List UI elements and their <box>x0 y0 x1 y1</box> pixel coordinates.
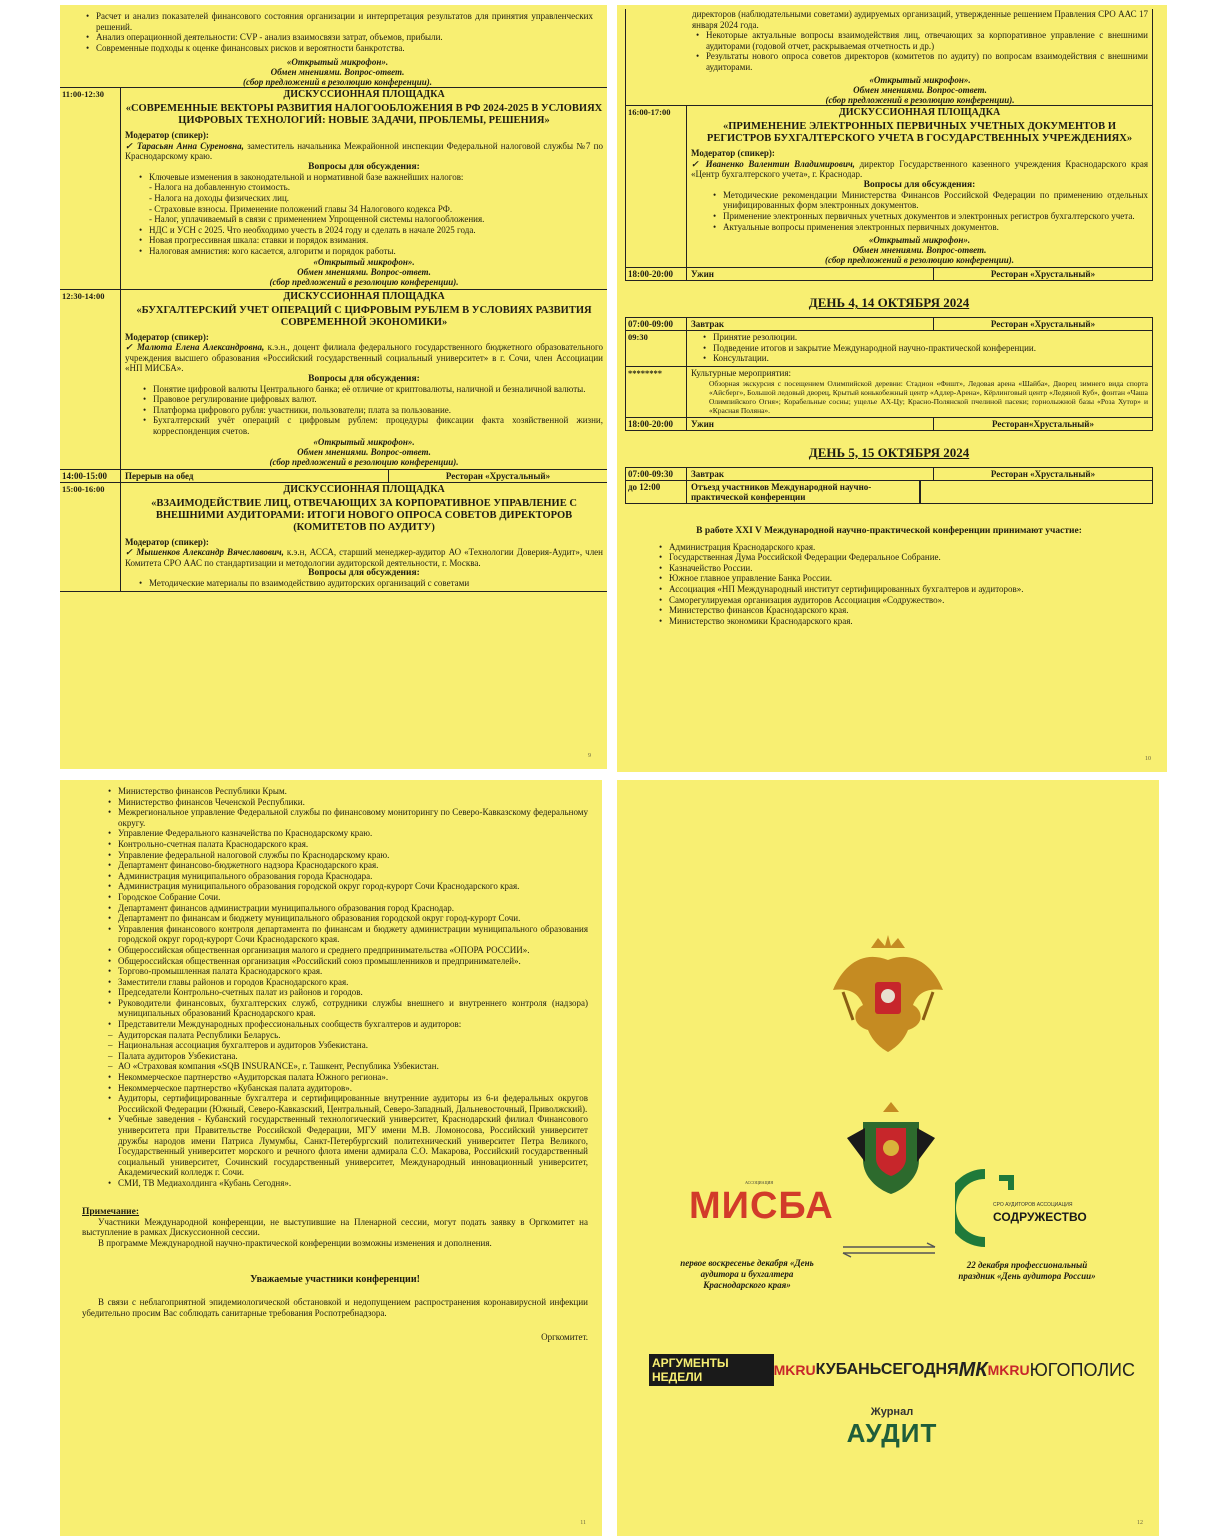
breakfast-place: Ресторан «Хрустальный» <box>990 468 1096 479</box>
list-item: • Министерство финансов Краснодарского края. <box>669 605 1153 616</box>
program-page-9 <box>60 5 607 769</box>
dinner-time: 18:00-20:00 <box>626 418 687 430</box>
session-title: «СОВРЕМЕННЫЕ ВЕКТОРЫ РАЗВИТИЯ НАЛОГООБЛОЖЕНИЯ В РФ 2024-2025 В УСЛОВИЯХ ЦИФРОВЫХ ТЕХНОЛОГИЙ: НОВЫЕ ЗАДАЧИ, ПРОБЛЕМЫ, РЕШЕНИЯ» <box>125 103 603 127</box>
page-number: 11 <box>580 1520 586 1526</box>
moderator-name: ✓ Мышенков Александр Вячеславович, <box>125 547 284 558</box>
krasnodar-coat-of-arms-icon <box>841 1098 941 1198</box>
program-page-10 <box>617 5 1167 772</box>
open-mic-line: Обмен мнениями. Вопрос-ответ. <box>852 245 987 256</box>
top-list <box>82 11 593 53</box>
kuban-segodnya-logo: КУБАНЬСЕГОДНЯ <box>815 1361 959 1378</box>
list-item: • Консультации. <box>713 353 1148 364</box>
open-mic-line: (сбор предложений в резолюцию конференции). <box>825 95 1015 106</box>
dinner-label: Ужин <box>687 418 934 430</box>
culture-text: Обзорная экскурсия с посещением Олимпийской деревни: Стадион «Фишт», Ледовая арена «Шайба», Дворец зимнего вида спорта «Айсберг», Большой ледовый дворец, Крытый конькобежный центр «Адлер-Арена», Кёрлинговый центр «Ледяной Куб», фонтан «Чаша Олимпийского Огня»; Корабельные сосны; ущелье АХ-Цу; Красно-Полянской пчелиной пасеки; горнолыжной базы «Роза Хутор» и «Красная Поляна». <box>709 378 1148 415</box>
list-item: • Администрация муниципального образования города Краснодара. <box>118 871 588 882</box>
breakfast-place: Ресторан «Хрустальный» <box>990 319 1096 330</box>
journal-title: АУДИТ <box>846 1418 938 1448</box>
moderator-label: Модератор (спикер): <box>125 536 209 547</box>
moderator-label: Модератор (спикер): <box>125 331 209 342</box>
open-mic-line: «Открытый микрофон». <box>313 436 415 447</box>
open-mic <box>82 57 593 87</box>
list-item: • Управление Федерального казначейства по Краснодарскому краю. <box>118 828 588 839</box>
mk-logo: МК <box>958 1358 988 1381</box>
dinner-row <box>626 267 1152 280</box>
culture-time: ******** <box>626 367 687 417</box>
sub-item: - Страховые взносы. Применение положений главы 34 Налогового кодекса РФ. <box>149 203 453 214</box>
open-mic-line: (сбор предложений в резолюцию конференции). <box>269 276 459 287</box>
dinner-place: Ресторан«Хрустальный» <box>992 418 1094 429</box>
moderator-name: ✓ Тарасьян Анна Суреновна, <box>125 140 244 151</box>
list-item: • Администрация муниципального образования городской округ город-курорт Сочи Краснодарского края. <box>118 881 588 892</box>
open-mic <box>692 75 1148 105</box>
list-item: • Платформа цифрового рубля: участники, пользователи; плата за пользование. <box>153 405 603 416</box>
list-item: • Некоммерческое партнерство «Аудиторская палата Южного региона». <box>118 1072 588 1083</box>
session-time: 15:00-16:00 <box>60 483 121 591</box>
left-caption: первое воскресенье декабря «День аудитора и бухгалтера Краснодарского края» <box>680 1258 814 1290</box>
list-item: • Учебные заведения - Кубанский государственный технологический университет, Краснодарский филиал Финансового университета при Правительстве Российской Федерации, МГУ имени М.В. Ломоносова, Российский университет дружбы народов имени Патриса Лумумбы, Санкт-Петербургский политехнический университет Петра Великого, Государственный университет морского и речного флота имени адмирала С.О. Макарова, Российский государственный социальный университет, Сочинский государственный университет, Международный инновационный университет, Академический колледж г. Сочи. <box>118 1114 588 1178</box>
double-arrow-icon <box>839 1242 939 1258</box>
culture-row <box>626 366 1152 417</box>
open-mic <box>125 437 603 467</box>
session-time: 16:00-17:00 <box>626 106 687 267</box>
list-item: – АО «Страховая компания «SQB INSURANCE», г. Ташкент, Республика Узбекистан. <box>118 1061 588 1072</box>
session-title: «ПРИМЕНЕНИЕ ЭЛЕКТРОННЫХ ПЕРВИЧНЫХ УЧЕТНЫХ ДОКУМЕНТОВ И РЕГИСТРОВ БУХГАЛТЕРСКОГО УЧЕТА В ГОСУДАРСТВЕННЫХ УЧРЕЖДЕНИЯХ» <box>706 121 1133 145</box>
lunch-row <box>60 469 607 482</box>
moderator-name: ✓ Иваненко Валентин Владимирович, <box>691 158 855 169</box>
list-item: • Министерство экономики Краснодарского края. <box>669 616 1153 627</box>
list-item: • Общероссийская общественная организация «Российский союз промышленников и предпринимателей». <box>118 956 588 967</box>
list-item: – Национальная ассоциация бухгалтеров и аудиторов Узбекистана. <box>118 1040 588 1051</box>
list-item: • Подведение итогов и закрытие Международной научно-практической конференции. <box>713 343 1148 354</box>
list-item: • Принятие резолюции. <box>713 332 1148 343</box>
program-page-11 <box>60 780 602 1536</box>
list-item: • Председатели Контрольно-счетных палат из районов и городов. <box>118 987 588 998</box>
questions-label: Вопросы для обсуждения: <box>308 161 420 172</box>
list-item: • Методические рекомендации Министерства Финансов Российской Федерации по применению отдельных унифицированных форм электронных документов. <box>723 190 1148 211</box>
list-item: • Аудиторы, сертифицированные бухгалтера и сертифицированные внутренние аудиторы из 6-и федеральных округов Российской Федерации (Южный, Северо-Кавказский, Центральный, Северо-Западный, Дальневосточный, Приволжский). <box>118 1093 588 1114</box>
list-item: • Новая прогрессивная шкала: ставки и порядок взимания. <box>149 235 603 246</box>
list-item: • Понятие цифровой валюты Центрального банка; её отличие от криптовалюты, наличной и безналичной валюты. <box>153 384 603 395</box>
open-mic-line: Обмен мнениями. Вопрос-ответ. <box>270 67 405 78</box>
open-mic-line: «Открытый микрофон». <box>869 75 971 86</box>
list-item: • Министерство финансов Чеченской Республики. <box>118 797 588 808</box>
list-item: • Руководители финансовых, бухгалтерских служб, сотрудники службы внешнего и внутреннего контроля (надзора) муниципальных образований Краснодарского края. <box>118 998 588 1019</box>
open-mic <box>125 257 603 287</box>
moderator-desc: заместитель начальника Межрайонной инспекции Федеральной налоговой службы №7 по Краснодарскому краю. <box>125 140 603 162</box>
list-item: • Ключевые изменения в законодательной и нормативной базе важнейших налогов: <box>149 172 603 183</box>
right-caption: 22 декабря профессиональный праздник «День аудитора России» <box>958 1260 1096 1281</box>
session-title: «ВЗАИМОДЕЙСТВИЕ ЛИЦ, ОТВЕЧАЮЩИХ ЗА КОРПОРАТИВНОЕ УПРАВЛЕНИЕ С ВНЕШНИМИ АУДИТОРАМИ: ИТОГИ НОВОГО ОПРОСА СОВЕТОВ ДИРЕКТОРОВ (КОМИТЕТОВ ПО АУДИТУ) <box>151 497 577 533</box>
argumenty-nedeli-logo: АРГУМЕНТЫ НЕДЕЛИ <box>649 1354 774 1386</box>
moderator-name: ✓ Малюта Елена Александровна, <box>125 342 265 353</box>
page-number: 10 <box>1145 756 1151 762</box>
note-text: В программе Международной научно-практической конференции возможны изменения и дополнения. <box>98 1237 492 1248</box>
list-item: – Палата аудиторов Узбекистана. <box>118 1051 588 1062</box>
list-item: • Некоммерческое партнерство «Кубанская палата аудиторов». <box>118 1083 588 1094</box>
open-mic-line: Обмен мнениями. Вопрос-ответ. <box>853 85 987 96</box>
moderator-label: Модератор (спикер): <box>691 148 775 159</box>
note-label: Примечание: <box>82 1206 140 1217</box>
list-item: • Государственная Дума Российской Федерации Федеральное Собрание. <box>669 552 1153 563</box>
list-item: • Ассоциация «НП Международный институт сертифицированных бухгалтеров и аудиторов». <box>669 584 1153 595</box>
dinner-label: Ужин <box>687 268 934 280</box>
breakfast-label: Завтрак <box>687 468 934 480</box>
list-item: • Департамент финансово-бюджетного надзора Краснодарского края. <box>118 860 588 871</box>
list-item: • Бухгалтерский учёт операций с цифровым рублем: процедуры фиксации факта хозяйственной жизни, корреспонденция счетов. <box>153 415 603 436</box>
covid-text: В связи с неблагоприятной эпидемиологической обстановкой и недопущением распространения коронавирусной инфекции убедительно просим Вас соблюдать санитарные требования Роспотребнадзора. <box>82 1297 588 1318</box>
list-item: • Казначейство России. <box>669 563 1153 574</box>
session-header: ДИСКУССИОННАЯ ПЛОЩАДКА <box>283 89 445 101</box>
journal-small: Журнал <box>870 1406 914 1418</box>
list-item: • Налоговая амнистия: кого касается, алгоритм и порядок работы. <box>149 246 603 257</box>
list-item: • Общероссийская общественная организация малого и среднего предпринимательства «ОПОРА РОССИИ». <box>118 945 588 956</box>
lunch-place: Ресторан «Хрустальный» <box>445 470 551 481</box>
culture-label: Культурные мероприятия: <box>691 368 791 379</box>
misba-logo-text: МИСБА <box>689 1185 834 1227</box>
journal-audit-logo <box>827 1406 957 1449</box>
open-mic-line: «Открытый микрофон». <box>286 57 389 68</box>
list-item: • Контрольно-счетная палата Краснодарского края. <box>118 839 588 850</box>
open-mic-line: (сбор предложений в резолюцию конференции). <box>269 456 459 467</box>
moderator-desc: директор Государственного казенного учреждения Краснодарского края «Центр бухгалтерского учета», г. Краснодар. <box>691 158 1149 180</box>
dinner-time: 18:00-20:00 <box>626 268 687 280</box>
list-item: • Расчет и анализ показателей финансового состояния организации и интерпретация результатов для принятия управленческих решений. <box>96 11 593 32</box>
mkru-logo: MKRU <box>773 1362 816 1378</box>
day5-table <box>625 467 1153 504</box>
participants-list <box>82 786 588 1189</box>
day4-table <box>625 317 1153 430</box>
closing-row <box>626 330 1152 366</box>
open-mic-line: Обмен мнениями. Вопрос-ответ. <box>297 266 431 277</box>
list-item: • Представители Международных профессиональных сообществ бухгалтеров и аудиторов: <box>118 1019 588 1030</box>
list-item: • Актуальные вопросы применения электронных первичных документов. <box>723 222 1148 233</box>
list-item: • Анализ операционной деятельности: CVP - анализ взаимосвязи затрат, объемов, прибыли. <box>96 32 593 43</box>
open-mic-line: Обмен мнениями. Вопрос-ответ. <box>297 446 431 457</box>
session-row <box>60 289 607 469</box>
session-title: «БУХГАЛТЕРСКИЙ УЧЕТ ОПЕРАЦИЙ С ЦИФРОВЫМ РУБЛЕМ В УСЛОВИЯХ РАЗВИТИЯ СОВРЕМЕННОЙ ЭКОНОМИКИ» <box>136 304 592 328</box>
note-text: Участники Международной конференции, не выступившие на Пленарной сессии, могут подать заявку в Оргкомитет на выступление в рамках Дискуссионной сессии. <box>82 1216 588 1238</box>
list-item: • Управления финансового контроля департамента по финансам и бюджету администрации муниципального образования городской округ город-курорт Сочи Краснодарского края. <box>118 924 588 945</box>
list-item: • Администрация Краснодарского края. <box>669 542 1153 553</box>
list-item: • Межрегиональное управление Федеральной службы по финансовому мониторингу по Северо-Кавказскому федеральному округу. <box>118 807 588 828</box>
list-item: • Департамент по финансам и бюджету муниципального образования городской округ город-курорт Сочи. <box>118 913 588 924</box>
depart-place <box>920 481 1139 503</box>
participants-list <box>625 542 1153 627</box>
open-mic-line: (сбор предложений в резолюцию конференции). <box>824 255 1015 266</box>
signature: Оргкомитет. <box>541 1332 588 1343</box>
session-time: 12:30-14:00 <box>60 290 121 469</box>
continued-text: директоров (наблюдательными советами) аудируемых организаций, утвержденные решением Правления СРО ААС 17 января 2024 года. <box>692 9 1148 30</box>
misba-logo: АССОЦИАЦИЯ МИСБА <box>689 1180 834 1227</box>
session-row <box>626 106 1152 267</box>
sub-item: - Налога на доходы физических лиц. <box>149 193 290 204</box>
list-item: • Управление федеральной налоговой службы по Краснодарскому краю. <box>118 850 588 861</box>
questions-label: Вопросы для обсуждения: <box>863 179 976 190</box>
address-heading: Уважаемые участники конференции! <box>250 1274 420 1286</box>
list-item: • Торгово-промышленная палата Краснодарского края. <box>118 966 588 977</box>
participants-title: В работе XXI V Международной научно-практической конференции принимают участие: <box>696 525 1082 536</box>
list-item: • НДС и УСН с 2025. Что необходимо учесть в 2024 году и сделать в начале 2025 года. <box>149 225 603 236</box>
depart-time: до 12:00 <box>626 481 687 503</box>
list-item: • Современные подходы к оценке финансовых рисков и вероятности банкротства. <box>96 43 593 54</box>
list-item: • Применение электронных первичных учетных документов и электронных регистров бухгалтерского учета. <box>723 211 1148 222</box>
yugopolis-logo: ЮГОПОЛИС <box>1029 1359 1135 1380</box>
session-header: ДИСКУССИОННАЯ ПЛОЩАДКА <box>283 483 445 495</box>
back-cover <box>617 780 1159 1536</box>
breakfast-time: 07:00-09:30 <box>626 468 687 480</box>
sodruzhestvo-logo <box>955 1168 1105 1258</box>
moderator-desc: к.э.н, АССА, старший менеджер-аудитор АО «Технологии Доверия-Аудит», член Комитета СРО ААС по стандартизации и методологии аудиторской деятельности, г. Москва. <box>125 547 603 568</box>
list-item: • Городское Собрание Сочи. <box>118 892 588 903</box>
mkru-logo: MKRU <box>987 1362 1030 1378</box>
day5-title: ДЕНЬ 5, 15 ОКТЯБРЯ 2024 <box>808 444 970 460</box>
list-item: • Южное главное управление Банка России. <box>669 573 1153 584</box>
session-header: ДИСКУССИОННАЯ ПЛОЩАДКА <box>838 107 1001 119</box>
list-item: • Правовое регулирование цифровых валют. <box>153 394 603 405</box>
media-logos <box>649 1354 1135 1386</box>
open-mic-line: «Открытый микрофон». <box>868 235 971 246</box>
list-item: • СМИ, ТВ Медиахолдинга «Кубань Сегодня». <box>118 1178 588 1189</box>
sub-item: - Налог, уплачиваемый в связи с применением Упрощенной системы налогообложения. <box>149 214 485 225</box>
list-item: • Методические материалы по взаимодействию аудиторских организаций с советами <box>149 578 603 589</box>
session-time: 11:00-12:30 <box>60 88 121 288</box>
list-item: • Некоторые актуальные вопросы взаимодействия лиц, отвечающих за корпоративное управление с внешними аудиторами (годовой отчет, раскрываемая отчетность и др.) <box>706 30 1148 51</box>
breakfast-time: 07:00-09:00 <box>626 318 687 330</box>
open-mic <box>691 235 1148 265</box>
sodruzhestvo-small: СРО АУДИТОРОВ АССОЦИАЦИЯ <box>993 1202 1073 1208</box>
list-item: • Министерство финансов Республики Крым. <box>118 786 588 797</box>
dinner-place: Ресторан «Хрустальный» <box>990 269 1096 280</box>
questions-label: Вопросы для обсуждения: <box>308 568 420 579</box>
questions-label: Вопросы для обсуждения: <box>308 373 420 384</box>
closing-time: 09:30 <box>626 331 687 366</box>
russia-coat-of-arms-icon <box>823 930 953 1060</box>
day4-title: ДЕНЬ 4, 14 ОКТЯБРЯ 2024 <box>808 295 970 311</box>
session-header: ДИСКУССИОННАЯ ПЛОЩАДКА <box>283 290 445 302</box>
moderator-desc: к.э.н., доцент филиала федерального государственного бюджетного образовательного учреждения высшего образования «Российский государственный социальный университет» в г. Сочи, член Ассоциации «НП МИСБА». <box>125 342 603 374</box>
list-item: • Департамент финансов администрации муниципального образования город Краснодар. <box>118 903 588 914</box>
page-number: 9 <box>588 753 591 759</box>
open-mic-line: (сбор предложений в резолюцию конференции). <box>242 77 433 88</box>
list-item: • Саморегулируемая организация аудиторов Ассоциация «Содружество». <box>669 595 1153 606</box>
lunch-label: Перерыв на обед <box>121 470 389 482</box>
breakfast-label: Завтрак <box>687 318 934 330</box>
sub-item: - Налога на добавленную стоимость. <box>149 182 291 193</box>
list-item: • Результаты нового опроса советов директоров (комитетов по аудиту) по вопросам взаимодействия с внешними аудиторами. <box>706 51 1148 72</box>
sodruzhestvo-text: СОДРУЖЕСТВО <box>993 1210 1087 1224</box>
open-mic-line: «Открытый микрофон». <box>313 256 415 267</box>
session-row <box>60 87 607 288</box>
moderator-label: Модератор (спикер): <box>125 130 209 141</box>
list-item: • Заместители главы районов и городов Краснодарского края. <box>118 977 588 988</box>
lunch-time: 14:00-15:00 <box>60 470 121 482</box>
page-number: 12 <box>1137 1520 1143 1526</box>
depart-label: Отъезд участников Международной научно-практической конференции <box>687 481 920 503</box>
list-item: – Аудиторская палата Республики Беларусь. <box>118 1030 588 1041</box>
session-row <box>60 482 607 591</box>
